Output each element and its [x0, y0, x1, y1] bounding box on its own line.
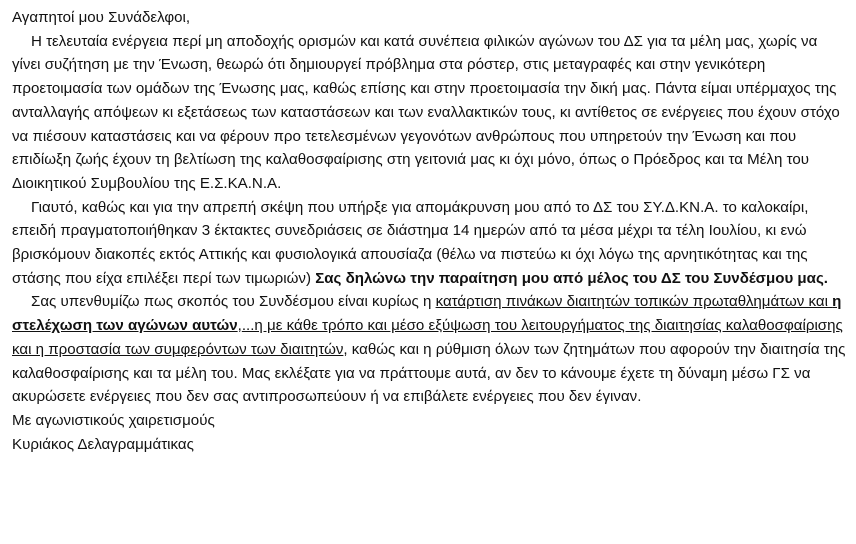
signature: Κυριάκος Δελαγραμμάτικας: [12, 435, 194, 453]
resignation-statement: Σας δηλώνω την παραίτηση μου από μέλος του ΔΣ του Συνδέσμου μας.: [315, 269, 828, 287]
greeting: Αγαπητοί μου Συνάδελφοι,: [12, 9, 191, 26]
paragraph-2-text: Γιαυτό, καθώς και για την απρεπή σκέψη που υπήρξε για απομάκρυνση μου από το ΔΣ του ΣΥ.Δ.ΚΝ.Α. το καλοκαίρι, επειδή πραγματοποιήθηκαν 3 έκτακτες συνεδριάσεις σε διάστημα 14 ημερών από τα μέσα μέχρι τα τέλη Ιουλίου, κι ενώ βρισκόμουν διακοπές εκτός Αττικής και φυσιολογικά απουσίαζα (θέλω να πιστεύω κι όχι λόγω της αρνητικότητας και της στάσης που είχα επιλέξει περί των τιμωριών): [12, 198, 809, 287]
closing: Με αγωνιστικούς χαιρετισμούς: [12, 411, 215, 429]
paragraph-3-comma: ,: [237, 317, 242, 335]
purpose-underline-1: κατάρτιση πινάκων διαιτητών τοπικών πρωταθλημάτων και: [435, 293, 833, 311]
purpose-underline-2: ...η με κάθε τρόπο και μέσο εξύψωση του λειτουργήματος της διαιτησίας καλαθοσφαίρισης και η προστασία των συμφερόντων των διαιτητών: [12, 317, 843, 358]
paragraph-1: Η τελευταία ενέργεια περί μη αποδοχής ορισμών και κατά συνέπεια φιλικών αγώνων του ΔΣ για τα μέλη μας, χωρίς να γίνει συζήτηση με την Ένωση, θεωρώ ότι δημιουργεί πρόβλημα στα ρόστερ, στις μεταγραφές και στην γενικότερη προετοιμασία των ομάδων της Ένωσης μας, καθώς επίσης και στην προετοιμασία την δική μας. Πάντα είμαι υπέρμαχος της ανταλλαγής απόψεων κι εξετάσεως των καταστάσεων και των εναλλακτικών τους, κι αντίθετος σε ενέργειες που έχουν στόχο να πιέσουν καταστάσεις και να φέρουν προ τετελεσμένων γεγονότων ανθρώπους που υπηρετούν την Ένωση και που επιδίωξη ζωής έχουν τη βελτίωση της καλαθοσφαίρισης στη γειτονιά μας κι όχι μόνο, όπως ο Πρόεδρος και τα Μέλη του Διοικητικού Συμβουλίου της Ε.Σ.ΚΑ.Ν.Α.: [12, 32, 840, 192]
paragraph-3-intro: Σας υπενθυμίζω πως σκοπός του Συνδέσμου είναι κυρίως η: [31, 293, 436, 311]
paragraph-3: [12, 290, 846, 409]
purpose-underline-bold: η στελέχωση των αγώνων αυτών: [12, 293, 842, 335]
paragraph-2: [12, 196, 846, 291]
paragraph-3-rest: , καθώς και η ρύθμιση όλων των ζητημάτων που αφορούν την διαιτησία της καλαθοσφαίρισης και τα μέλη του. Μας εκλέξατε για να πράττουμε αυτά, αν δεν το κάνουμε έχετε τη δύναμη μέσω ΓΣ να ακυρώσετε ενέργειες που δεν σας αντιπροσωπεύουν ή να επιβάλετε ενέργειες που δεν έγιναν.: [12, 340, 846, 406]
